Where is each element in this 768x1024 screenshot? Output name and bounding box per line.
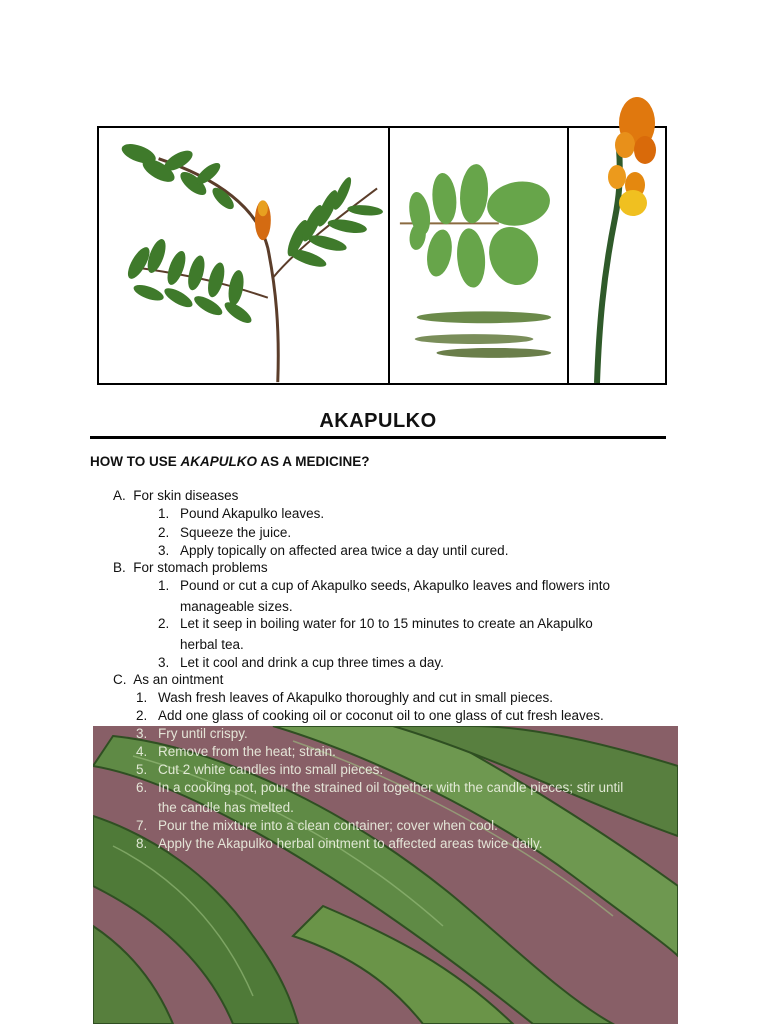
step-text: Pound Akapulko leaves. [180,506,325,521]
step-number: 8. [136,836,148,851]
section-question: HOW TO USE AKAPULKO AS A MEDICINE? [90,454,370,469]
step-text: Pour the mixture into a clean container; cover when cool. [158,818,498,833]
step-number: 2. [136,708,148,723]
step-number: 3. [158,655,170,670]
step-text: Remove from the heat; strain. [158,744,336,759]
step-text: Pound or cut a cup of Akapulko seeds, Akapulko leaves and flowers into [180,578,611,593]
question-emphasis: AKAPULKO [180,454,258,469]
step-number: 1. [136,690,148,705]
step-text: Wash fresh leaves of Akapulko thoroughly and cut in small pieces. [158,690,553,705]
step-number: 2. [158,616,170,631]
step-text: Let it cool and drink a cup three times a day. [180,655,444,670]
title-underline [90,436,666,439]
step-number: 6. [136,780,148,795]
step-number: 4. [136,744,148,759]
step-text: In a cooking pot, pour the strained oil together with the candle pieces; stir until [158,780,624,795]
akapulko-branch-photo [99,128,390,383]
step-text: Squeeze the juice. [180,525,292,540]
section-a-heading: A. For skin diseases [113,488,239,503]
step-text: Cut 2 white candles into small pieces. [158,762,384,777]
step-text: Add one glass of cooking oil or coconut oil to one glass of cut fresh leaves. [158,708,604,723]
step-number: 2. [158,525,170,540]
page-title: AKAPULKO [319,410,437,432]
step-number: 7. [136,818,148,833]
step-number: 3. [158,543,170,558]
step-text: Fry until crispy. [158,726,248,741]
section-b-heading: B. For stomach problems [113,560,268,575]
step-text: manageable sizes. [180,599,293,614]
step-number: 1. [158,506,170,521]
step-text: Let it seep in boiling water for 10 to 15 minutes to create an Akapulko [180,616,593,631]
step-text: the candle has melted. [158,800,294,815]
step-text: Apply the Akapulko herbal ointment to affected areas twice daily. [158,836,543,851]
section-c-heading: C. As an ointment [113,672,224,687]
step-number: 1. [158,578,170,593]
akapulko-leaf-pod-photo [390,128,569,383]
step-number: 3. [136,726,148,741]
step-text: Apply topically on affected area twice a day until cured. [180,543,509,558]
step-number: 5. [136,762,148,777]
akapulko-flower-photo [595,95,665,220]
akapulko-photo-strip [97,126,667,385]
step-text: herbal tea. [180,637,244,652]
